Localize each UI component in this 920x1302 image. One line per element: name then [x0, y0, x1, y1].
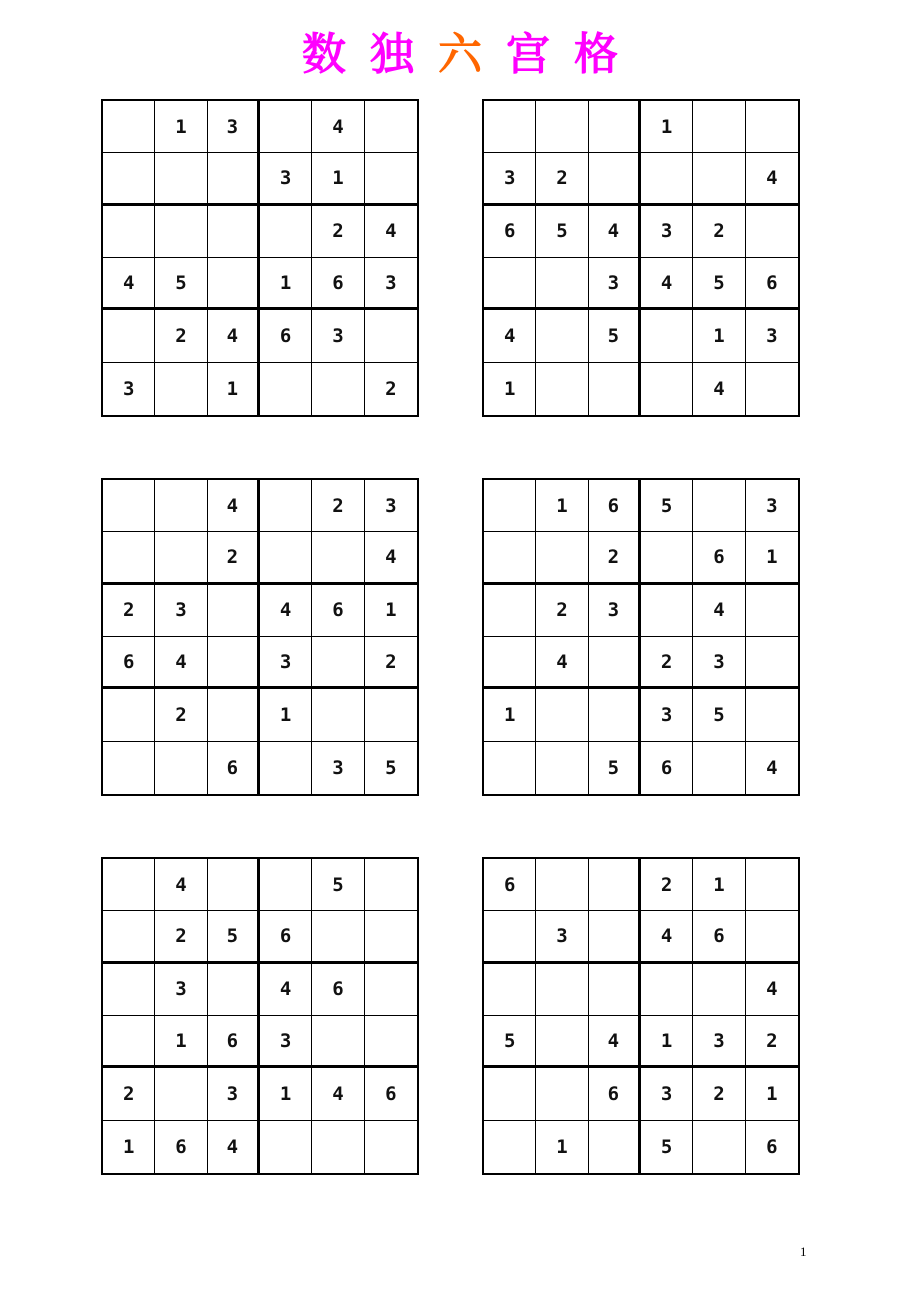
sudoku-cell — [312, 363, 364, 415]
sudoku-cell: 4 — [260, 964, 312, 1016]
sudoku-cell: 4 — [766, 756, 778, 779]
sudoku-cell — [155, 480, 207, 532]
sudoku-cell: 1 — [536, 480, 588, 532]
sudoku-cell — [103, 742, 155, 794]
sudoku-cell: 2 — [103, 585, 155, 637]
sudoku-cell: 1 — [693, 310, 745, 362]
sudoku-cell: 2 — [641, 859, 693, 911]
page-title — [0, 18, 920, 82]
sudoku-cell: 6 — [312, 964, 364, 1016]
sudoku-cell: 6 — [312, 585, 364, 637]
sudoku-cell — [155, 1068, 207, 1120]
sudoku-cell — [589, 101, 641, 153]
sudoku-cell: 5 — [536, 206, 588, 258]
sudoku-cell: 4 — [155, 859, 207, 911]
sudoku-cell — [746, 637, 798, 689]
sudoku-cell: 5 — [641, 480, 693, 532]
sudoku-cell: 4 — [103, 258, 155, 310]
sudoku-cell: 6 — [260, 911, 312, 963]
sudoku-cell: 5 — [208, 911, 260, 963]
sudoku-cell: 5 — [589, 742, 641, 794]
title-char-3: 六 — [438, 29, 482, 80]
sudoku-cell — [536, 258, 588, 310]
sudoku-cell — [208, 585, 260, 637]
sudoku-cell: 4 — [208, 310, 260, 362]
sudoku-cell — [365, 689, 417, 741]
sudoku-cell — [155, 206, 207, 258]
sudoku-cell — [365, 310, 417, 362]
sudoku-cell — [103, 859, 155, 911]
sudoku-cell: 2 — [312, 206, 364, 258]
sudoku-cell: 3 — [260, 1016, 312, 1068]
sudoku-cell — [312, 911, 364, 963]
sudoku-cell — [103, 206, 155, 258]
sudoku-cell — [536, 964, 588, 1016]
sudoku-cell — [260, 742, 312, 794]
sudoku-cell: 6 — [312, 258, 364, 310]
sudoku-cell — [536, 363, 588, 415]
sudoku-cell: 3 — [693, 637, 745, 689]
sudoku-cell — [365, 1016, 417, 1068]
sudoku-cell: 3 — [208, 101, 260, 153]
sudoku-cell — [641, 153, 693, 205]
sudoku-cell: 5 — [693, 689, 745, 741]
sudoku-cell: 2 — [589, 532, 641, 584]
sudoku-cell — [103, 153, 155, 205]
sudoku-cell — [641, 310, 693, 362]
sudoku-cell: 5 — [693, 258, 745, 310]
sudoku-cell — [641, 964, 693, 1016]
sudoku-cell: 2 — [365, 637, 417, 689]
sudoku-cell: 3 — [484, 153, 536, 205]
sudoku-cell — [536, 1016, 588, 1068]
sudoku-cell: 5 — [484, 1016, 536, 1068]
sudoku-grid-2 — [482, 99, 800, 417]
sudoku-cell: 4 — [312, 1068, 364, 1120]
sudoku-cell: 1 — [484, 363, 536, 415]
sudoku-cell — [155, 742, 207, 794]
sudoku-cell — [312, 637, 364, 689]
sudoku-cell: 5 — [641, 1121, 693, 1173]
sudoku-cell — [103, 689, 155, 741]
sudoku-cell — [536, 689, 588, 741]
sudoku-cell — [365, 911, 417, 963]
sudoku-cell — [208, 258, 260, 310]
sudoku-cell: 3 — [260, 153, 312, 205]
sudoku-cell — [589, 1121, 641, 1173]
sudoku-cell — [208, 153, 260, 205]
sudoku-cell: 2 — [155, 689, 207, 741]
sudoku-cell — [484, 258, 536, 310]
sudoku-cell: 6 — [365, 1068, 417, 1120]
sudoku-cell: 4 — [589, 1016, 641, 1068]
sudoku-cell — [208, 206, 260, 258]
sudoku-cell — [312, 1121, 364, 1173]
sudoku-cell: 6 — [484, 206, 536, 258]
sudoku-cell: 6 — [260, 310, 312, 362]
sudoku-cell — [746, 689, 798, 741]
sudoku-cell — [484, 101, 536, 153]
sudoku-cell: 4 — [260, 585, 312, 637]
sudoku-cell — [693, 1121, 745, 1173]
sudoku-cell: 4 — [746, 964, 798, 1016]
sudoku-cell: 4 — [155, 637, 207, 689]
sudoku-cell: 2 — [312, 480, 364, 532]
sudoku-cell: 2 — [641, 637, 693, 689]
sudoku-cell: 1 — [641, 101, 693, 153]
sudoku-cell: 6 — [693, 532, 745, 584]
sudoku-cell — [365, 101, 417, 153]
sudoku-cell: 3 — [312, 310, 364, 362]
sudoku-cell: 6 — [693, 911, 745, 963]
sudoku-cell — [589, 363, 641, 415]
sudoku-cell — [312, 689, 364, 741]
sudoku-cell: 6 — [589, 1068, 641, 1120]
sudoku-cell: 6 — [103, 637, 155, 689]
sudoku-cell — [155, 532, 207, 584]
sudoku-cell: 4 — [641, 258, 693, 310]
sudoku-cell — [260, 480, 312, 532]
sudoku-cell: 1 — [260, 258, 312, 310]
sudoku-cell: 3 — [746, 310, 798, 362]
title-char-1: 数 — [302, 29, 346, 80]
sudoku-cell — [484, 911, 536, 963]
sudoku-cell — [536, 742, 588, 794]
sudoku-cell: 3 — [365, 480, 417, 532]
sudoku-cell: 6 — [208, 1016, 260, 1068]
sudoku-cell: 4 — [365, 532, 417, 584]
sudoku-cell: 6 — [766, 1135, 778, 1158]
sudoku-cell — [260, 859, 312, 911]
sudoku-cell — [103, 964, 155, 1016]
sudoku-cell: 3 — [365, 258, 417, 310]
sudoku-cell: 4 — [365, 206, 417, 258]
sudoku-cell — [641, 585, 693, 637]
sudoku-cell: 6 — [746, 258, 798, 310]
sudoku-cell: 3 — [589, 585, 641, 637]
sudoku-grid-3 — [101, 478, 419, 796]
sudoku-cell — [746, 585, 798, 637]
sudoku-cell: 3 — [155, 585, 207, 637]
sudoku-cell: 1 — [365, 585, 417, 637]
sudoku-cell — [208, 964, 260, 1016]
sudoku-cell — [536, 310, 588, 362]
sudoku-cell: 6 — [208, 742, 260, 794]
sudoku-cell: 1 — [260, 689, 312, 741]
sudoku-cell: 1 — [641, 1016, 693, 1068]
sudoku-cell — [589, 911, 641, 963]
sudoku-cell: 2 — [536, 153, 588, 205]
sudoku-cell — [589, 689, 641, 741]
sudoku-cell: 1 — [155, 1016, 207, 1068]
sudoku-cell: 3 — [208, 1068, 260, 1120]
sudoku-cell: 1 — [312, 153, 364, 205]
sudoku-cell — [484, 532, 536, 584]
sudoku-cell — [589, 859, 641, 911]
sudoku-cell — [260, 101, 312, 153]
sudoku-cell — [536, 859, 588, 911]
sudoku-cell: 1 — [536, 1121, 588, 1173]
sudoku-cell — [484, 585, 536, 637]
sudoku-cell: 1 — [746, 532, 798, 584]
sudoku-cell — [484, 964, 536, 1016]
sudoku-grid-5 — [101, 857, 419, 1175]
sudoku-cell: 6 — [589, 480, 641, 532]
sudoku-cell: 1 — [260, 1068, 312, 1120]
sudoku-cell — [484, 1068, 536, 1120]
sudoku-cell — [641, 363, 693, 415]
sudoku-cell — [208, 637, 260, 689]
sudoku-cell — [365, 1121, 417, 1173]
sudoku-cell: 4 — [693, 585, 745, 637]
sudoku-cell — [746, 206, 798, 258]
sudoku-cell — [155, 153, 207, 205]
sudoku-cell — [746, 363, 798, 415]
sudoku-grid-4 — [482, 478, 800, 796]
sudoku-cell — [693, 742, 745, 794]
sudoku-cell: 6 — [641, 742, 693, 794]
sudoku-cell: 4 — [484, 310, 536, 362]
sudoku-cell: 2 — [536, 585, 588, 637]
sudoku-cell: 1 — [208, 363, 260, 415]
sudoku-cell: 3 — [641, 1068, 693, 1120]
sudoku-cell: 5 — [385, 756, 397, 779]
sudoku-cell — [103, 480, 155, 532]
title-char-4: 宫 — [506, 29, 550, 80]
sudoku-cell — [365, 153, 417, 205]
sudoku-cell — [103, 310, 155, 362]
sudoku-cell: 2 — [693, 1068, 745, 1120]
sudoku-cell: 2 — [155, 310, 207, 362]
sudoku-cell: 3 — [536, 911, 588, 963]
sudoku-cell: 5 — [155, 258, 207, 310]
sudoku-cell: 3 — [589, 258, 641, 310]
sudoku-cell — [589, 964, 641, 1016]
sudoku-cell — [693, 101, 745, 153]
sudoku-cell: 2 — [155, 911, 207, 963]
sudoku-cell — [312, 1016, 364, 1068]
sudoku-cell — [693, 964, 745, 1016]
sudoku-cell — [746, 101, 798, 153]
sudoku-cell: 3 — [260, 637, 312, 689]
sudoku-cell — [746, 911, 798, 963]
title-char-2: 独 — [370, 29, 414, 80]
sudoku-cell — [693, 153, 745, 205]
sudoku-cell: 3 — [312, 742, 364, 794]
sudoku-cell: 2 — [385, 377, 397, 400]
sudoku-cell: 1 — [155, 101, 207, 153]
sudoku-cell: 1 — [693, 859, 745, 911]
sudoku-cell — [155, 363, 207, 415]
sudoku-grid-1 — [101, 99, 419, 417]
sudoku-cell — [536, 1068, 588, 1120]
sudoku-cell: 3 — [641, 206, 693, 258]
sudoku-cell: 4 — [641, 911, 693, 963]
sudoku-cell — [641, 532, 693, 584]
sudoku-cell: 1 — [484, 689, 536, 741]
sudoku-cell — [260, 206, 312, 258]
sudoku-cell: 5 — [589, 310, 641, 362]
sudoku-cell — [484, 742, 536, 794]
sudoku-cell — [484, 480, 536, 532]
sudoku-cell: 4 — [208, 480, 260, 532]
sudoku-cell: 3 — [155, 964, 207, 1016]
sudoku-cell — [103, 911, 155, 963]
sudoku-cell — [536, 532, 588, 584]
sudoku-cell — [589, 637, 641, 689]
sudoku-cell: 2 — [103, 1068, 155, 1120]
sudoku-cell: 2 — [746, 1016, 798, 1068]
sudoku-cell: 3 — [693, 1016, 745, 1068]
title-char-5: 格 — [574, 29, 618, 80]
sudoku-cell: 1 — [103, 1121, 155, 1173]
sudoku-cell: 4 — [312, 101, 364, 153]
sudoku-cell: 6 — [484, 859, 536, 911]
sudoku-cell — [484, 1121, 536, 1173]
sudoku-cell — [693, 480, 745, 532]
sudoku-cell — [589, 153, 641, 205]
sudoku-cell: 4 — [208, 1121, 260, 1173]
sudoku-grid-6 — [482, 857, 800, 1175]
sudoku-cell: 4 — [536, 637, 588, 689]
sudoku-cell: 4 — [589, 206, 641, 258]
sudoku-cell: 6 — [155, 1121, 207, 1173]
sudoku-cell — [208, 689, 260, 741]
sudoku-cell: 4 — [693, 363, 745, 415]
sudoku-cell — [260, 1121, 312, 1173]
sudoku-cell: 2 — [208, 532, 260, 584]
sudoku-cell: 5 — [312, 859, 364, 911]
sudoku-cell — [208, 859, 260, 911]
sudoku-cell — [260, 532, 312, 584]
sudoku-cell — [484, 637, 536, 689]
sudoku-cell — [365, 964, 417, 1016]
sudoku-cell — [103, 1016, 155, 1068]
sudoku-cell — [103, 532, 155, 584]
sudoku-cell — [103, 101, 155, 153]
sudoku-cell: 2 — [693, 206, 745, 258]
sudoku-cell — [746, 859, 798, 911]
sudoku-cell — [312, 532, 364, 584]
page-number: 1 — [800, 1244, 807, 1259]
sudoku-cell — [536, 101, 588, 153]
sudoku-cell — [260, 363, 312, 415]
sudoku-cell: 3 — [103, 363, 155, 415]
sudoku-cell: 3 — [641, 689, 693, 741]
sudoku-cell: 3 — [746, 480, 798, 532]
sudoku-cell — [365, 859, 417, 911]
sudoku-cell: 1 — [746, 1068, 798, 1120]
sudoku-cell: 4 — [746, 153, 798, 205]
